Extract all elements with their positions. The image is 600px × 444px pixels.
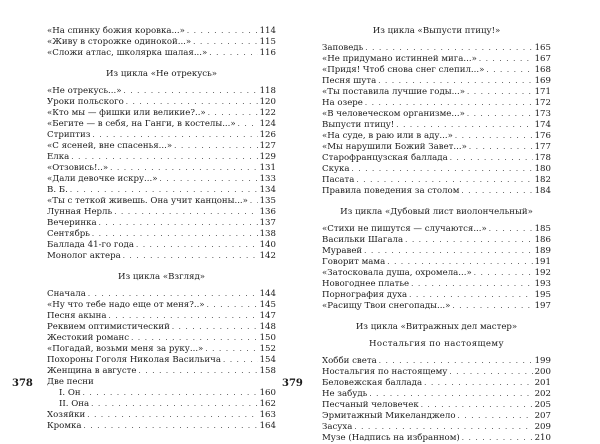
entry-title: Скука: [322, 164, 350, 174]
toc-entry: [322, 400, 551, 411]
dot-leader: [455, 131, 533, 142]
dot-leader: [208, 108, 258, 119]
entry-title: «В человеческом организме...»: [322, 109, 465, 119]
entry-page-number: 116: [259, 48, 276, 58]
toc-entry: [322, 378, 551, 389]
entry-page-number: 160: [259, 388, 276, 398]
entry-page-number: 176: [534, 131, 551, 141]
entry-page-number: 148: [259, 322, 276, 332]
entry-title: Женщина в августе: [47, 366, 137, 376]
entry-page-number: 167: [534, 54, 551, 64]
entry-page-number: 177: [534, 142, 551, 152]
toc-entry: [322, 120, 551, 131]
toc-entry: [47, 86, 276, 97]
entry-page-number: 182: [534, 175, 551, 185]
section-heading: Из цикла «Взгляд»: [117, 272, 206, 282]
toc-entry: [47, 410, 276, 421]
dot-leader: [461, 186, 532, 197]
dot-leader: [405, 235, 533, 246]
entry-page-number: 205: [534, 400, 551, 410]
entry-title: «На спинку божия коровка...»: [47, 26, 185, 36]
dot-leader: [193, 37, 257, 48]
entry-title: Не забудь: [322, 389, 368, 399]
entry-page-number: 115: [259, 37, 276, 47]
toc-entry: [47, 333, 276, 344]
entry-title: «Мы нарушили Божий Завет...»: [322, 142, 467, 152]
entry-page-number: 200: [534, 367, 551, 377]
entry-page-number: 189: [534, 246, 551, 256]
entry-page-number: 152: [259, 344, 276, 354]
dot-leader: [114, 207, 257, 218]
toc-entry: [322, 175, 551, 186]
dot-leader: [354, 422, 532, 433]
entry-page-number: 210: [534, 433, 551, 443]
entry-title: «Живу в сторожке одинокой...»: [47, 37, 192, 47]
entry-page-number: 172: [534, 98, 551, 108]
toc-entry: [322, 54, 551, 65]
dot-leader: [174, 141, 257, 152]
entry-page-number: 133: [259, 174, 276, 184]
dot-leader: [92, 130, 257, 141]
entry-page-number: 124: [259, 119, 276, 129]
toc-entry: [322, 186, 551, 197]
entry-title: «Затосковала душа, охромела...»: [322, 268, 472, 278]
toc-entry: [47, 152, 276, 163]
entry-title: «Не отрекусь...»: [47, 86, 122, 96]
entry-title: «Стихи не пишутся — случаются...»: [322, 224, 487, 234]
toc-entry: [322, 367, 551, 378]
toc-entry: [47, 311, 276, 322]
entry-page-number: 174: [534, 120, 551, 130]
entry-title: Сначала: [47, 289, 86, 299]
dot-leader: [452, 301, 532, 312]
entry-page-number: 140: [259, 240, 276, 250]
entry-page-number: 145: [259, 300, 276, 310]
dot-leader: [352, 164, 533, 175]
entry-page-number: 185: [534, 224, 551, 234]
entry-page-number: 142: [259, 251, 276, 261]
toc-entry: [47, 26, 276, 37]
toc-entry: [322, 268, 551, 279]
entry-title: «Ну что тебе надо еще от меня?..»: [47, 300, 205, 310]
page-number-right: 379: [282, 378, 303, 389]
page-number-left: 378: [12, 378, 33, 389]
toc-entry: [47, 289, 276, 300]
toc-entry: [322, 153, 551, 164]
entry-title: Старофранцузская баллада: [322, 153, 448, 163]
entry-title: Уроки польского: [47, 97, 124, 107]
entry-title: «Придя! Чтоб снова снег слепил...»: [322, 65, 485, 75]
entry-page-number: 207: [534, 411, 551, 421]
toc-entry: [47, 421, 276, 432]
entry-page-number: 122: [259, 108, 276, 118]
entry-page-number: 136: [259, 207, 276, 217]
entry-page-number: 162: [259, 399, 276, 409]
dot-leader: [71, 152, 257, 163]
toc-entry: [47, 185, 276, 196]
toc-entry: [322, 246, 551, 257]
dot-leader: [99, 218, 258, 229]
toc-entry: [322, 98, 551, 109]
toc-entry: [47, 344, 276, 355]
entry-title: Хобби света: [322, 356, 377, 366]
toc-entry: [322, 389, 551, 400]
toc-entry: [47, 218, 276, 229]
entry-title: «С ясеней, вне спасенья...»: [47, 141, 173, 151]
toc-entry: [322, 301, 551, 312]
entry-page-number: 168: [534, 65, 551, 75]
toc-entry: [322, 411, 551, 422]
toc-entry: [47, 207, 276, 218]
entry-page-number: 199: [534, 356, 551, 366]
dot-leader: [84, 421, 258, 432]
entry-title: «Ты поставила лучшие годы...»: [322, 87, 466, 97]
dot-leader: [396, 120, 532, 131]
toc-entry: [47, 119, 276, 130]
entry-title: Муравей: [322, 246, 363, 256]
dot-leader: [110, 163, 257, 174]
entry-page-number: 192: [534, 268, 551, 278]
dot-leader: [462, 433, 533, 444]
entry-page-number: 165: [534, 43, 551, 53]
entry-title: Песня акына: [47, 311, 107, 321]
dot-leader: [467, 109, 533, 120]
entry-page-number: 135: [259, 196, 276, 206]
toc-entry: [47, 300, 276, 311]
toc-entry: [322, 224, 551, 235]
entry-page-number: 144: [259, 289, 276, 299]
toc-entry: [322, 87, 551, 98]
dot-leader: [187, 26, 258, 37]
entry-title: «Бегите — в себя, на Ганги, в костелы...»: [47, 119, 236, 129]
entry-title: Засуха: [322, 422, 353, 432]
dot-leader: [474, 268, 533, 279]
toc-entry: [47, 377, 276, 388]
dot-leader: [139, 366, 258, 377]
toc-entry: [47, 37, 276, 48]
entry-title: Лунная Нерль: [47, 207, 113, 217]
toc-entry: [47, 174, 276, 185]
dot-leader: [123, 251, 258, 262]
toc-entry: [47, 163, 276, 174]
dot-leader: [207, 300, 258, 311]
dot-leader: [469, 142, 533, 153]
entry-page-number: 137: [259, 218, 276, 228]
entry-title: Сентябрь: [47, 229, 90, 239]
entry-title: Стриптиз: [47, 130, 91, 140]
entry-page-number: 202: [534, 389, 551, 399]
entry-page-number: 147: [259, 311, 276, 321]
entry-title: Вечеринка: [47, 218, 97, 228]
toc-column-left: [47, 26, 276, 432]
entry-title: Ностальгия по настоящему: [322, 367, 448, 377]
toc-entry: [322, 235, 551, 246]
dot-leader: [209, 48, 257, 59]
toc-entry: [47, 322, 276, 333]
entry-page-number: 129: [259, 152, 276, 162]
dot-leader: [136, 240, 258, 251]
toc-entry: [322, 65, 551, 76]
dot-leader: [421, 400, 533, 411]
entry-title: Песня шута: [322, 76, 377, 86]
entry-title: В. Б.: [47, 185, 68, 195]
dot-leader: [223, 355, 258, 366]
dot-leader: [365, 98, 533, 109]
entry-page-number: 131: [259, 163, 276, 173]
dot-leader: [467, 87, 533, 98]
entry-page-number: 191: [534, 257, 551, 267]
dot-leader: [250, 196, 258, 207]
entry-page-number: 169: [534, 76, 551, 86]
toc-entry: [322, 164, 551, 175]
entry-page-number: 127: [259, 141, 276, 151]
dot-leader: [108, 311, 257, 322]
dot-leader: [70, 185, 258, 196]
entry-page-number: 209: [534, 422, 551, 432]
dot-leader: [489, 224, 533, 235]
dot-leader: [450, 153, 533, 164]
dot-leader: [378, 76, 532, 87]
toc-entry: [47, 97, 276, 108]
dot-leader: [364, 246, 532, 257]
entry-title: Две песни: [47, 377, 94, 387]
toc-entry: [322, 76, 551, 87]
dot-leader: [92, 229, 258, 240]
entry-title: Хозяйки: [47, 410, 86, 420]
dot-leader: [88, 289, 258, 300]
entry-title: Правила поведения за столом: [322, 186, 460, 196]
dot-leader: [486, 65, 532, 76]
entry-title: Баллада 41-го года: [47, 240, 134, 250]
entry-title: Песчаный человечек: [322, 400, 419, 410]
toc-entry: [322, 290, 551, 301]
entry-page-number: 186: [534, 235, 551, 245]
dot-leader: [205, 344, 257, 355]
dot-leader: [131, 333, 258, 344]
entry-title: Порнография духа: [322, 290, 408, 300]
entry-page-number: 120: [259, 97, 276, 107]
entry-title: «Отзовись!..»: [47, 163, 109, 173]
dot-leader: [126, 97, 258, 108]
toc-entry: [322, 433, 551, 444]
entry-title: II. Она: [59, 399, 90, 409]
entry-title: «Погадай, возьми меня за руку...»: [47, 344, 204, 354]
entry-page-number: 178: [534, 153, 551, 163]
entry-title: «Расищу Твои снегопады...»: [322, 301, 451, 311]
entry-title: Реквием оптимистический: [47, 322, 170, 332]
dot-leader: [123, 86, 257, 97]
section-subheading: Ностальгия по настоящему: [369, 339, 504, 349]
entry-page-number: 118: [259, 86, 276, 96]
dot-leader: [356, 175, 532, 186]
toc-entry: [322, 356, 551, 367]
dot-leader: [87, 410, 257, 421]
entry-title: Васильки Шагала: [322, 235, 404, 245]
entry-title: Беловежская баллада: [322, 378, 423, 388]
dot-leader: [458, 411, 533, 422]
entry-title: Эрмитажный Микеланджело: [322, 411, 456, 421]
toc-entry: [322, 43, 551, 54]
entry-page-number: 114: [259, 26, 276, 36]
entry-page-number: 197: [534, 301, 551, 311]
dot-leader: [424, 378, 533, 389]
dot-leader: [238, 119, 258, 130]
toc-entry: [322, 422, 551, 433]
entry-page-number: 171: [534, 87, 551, 97]
entry-page-number: 134: [259, 185, 276, 195]
dot-leader: [379, 356, 533, 367]
dot-leader: [409, 290, 532, 301]
entry-title: Монолог актера: [47, 251, 121, 261]
entry-page-number: 150: [259, 333, 276, 343]
entry-page-number: 173: [534, 109, 551, 119]
toc-entry: [322, 257, 551, 268]
dot-leader: [159, 174, 257, 185]
dot-leader: [91, 399, 257, 410]
entry-page-number: 154: [259, 355, 276, 365]
entry-page-number: 163: [259, 410, 276, 420]
entry-title: Похороны Гоголя Николая Васильича: [47, 355, 221, 365]
toc-column-right: [322, 26, 551, 444]
entry-title: Пасата: [322, 175, 355, 185]
toc-entry: [322, 142, 551, 153]
toc-entry: [322, 279, 551, 290]
entry-title: «Ты с теткой живешь. Она учит канцоны...»: [47, 196, 248, 206]
entry-title: На озере: [322, 98, 363, 108]
section-heading: Из цикла «Витражных дел мастер»: [355, 322, 518, 332]
dot-leader: [172, 322, 258, 333]
toc-entry: [47, 355, 276, 366]
entry-page-number: 180: [534, 164, 551, 174]
entry-page-number: 158: [259, 366, 276, 376]
toc-entry: [47, 251, 276, 262]
entry-page-number: 138: [259, 229, 276, 239]
toc-entry: [47, 229, 276, 240]
dot-leader: [449, 367, 532, 378]
entry-page-number: 195: [534, 290, 551, 300]
dot-leader: [365, 43, 532, 54]
toc-entry: [47, 141, 276, 152]
entry-title: «На суде, в раю или в аду...»: [322, 131, 453, 141]
toc-entry: [47, 130, 276, 141]
toc-entry: [47, 48, 276, 59]
dot-leader: [369, 389, 532, 400]
entry-title: Заповедь: [322, 43, 364, 53]
entry-title: «Сложи атлас, школярка шалая...»: [47, 48, 208, 58]
toc-entry: [322, 131, 551, 142]
entry-title: «Не придумано истинней мига...»: [322, 54, 477, 64]
entry-page-number: 184: [534, 186, 551, 196]
entry-page-number: 164: [259, 421, 276, 431]
toc-entry: [47, 399, 276, 410]
entry-title: Говорит мама: [322, 257, 386, 267]
entry-page-number: 126: [259, 130, 276, 140]
entry-title: Музе (Надпись на избранном): [322, 433, 460, 443]
toc-entry: [47, 240, 276, 251]
entry-title: Выпусти птицу!: [322, 120, 395, 130]
entry-title: Новогоднее платье: [322, 279, 410, 289]
section-heading: Из цикла «Дубовый лист виолончельный»: [340, 207, 533, 217]
toc-entry: [47, 366, 276, 377]
entry-page-number: 193: [534, 279, 551, 289]
dot-leader: [411, 279, 532, 290]
section-heading: Из цикла «Выпусти птицу!»: [372, 26, 501, 36]
toc-entry: [47, 108, 276, 119]
section-heading: Из цикла «Не отрекусь»: [105, 69, 218, 79]
toc-entry: [47, 388, 276, 399]
dot-leader: [479, 54, 533, 65]
entry-page-number: 201: [534, 378, 551, 388]
toc-entry: [47, 196, 276, 207]
entry-title: Жестокий романс: [47, 333, 130, 343]
entry-title: «Дали девочке искру...»: [47, 174, 158, 184]
entry-title: «Кто мы — фишки или великие?..»: [47, 108, 206, 118]
dot-leader: [83, 388, 258, 399]
entry-title: Елка: [47, 152, 70, 162]
dot-leader: [387, 257, 532, 268]
entry-title: I. Он: [59, 388, 81, 398]
toc-entry: [322, 109, 551, 120]
entry-title: Кромка: [47, 421, 82, 431]
